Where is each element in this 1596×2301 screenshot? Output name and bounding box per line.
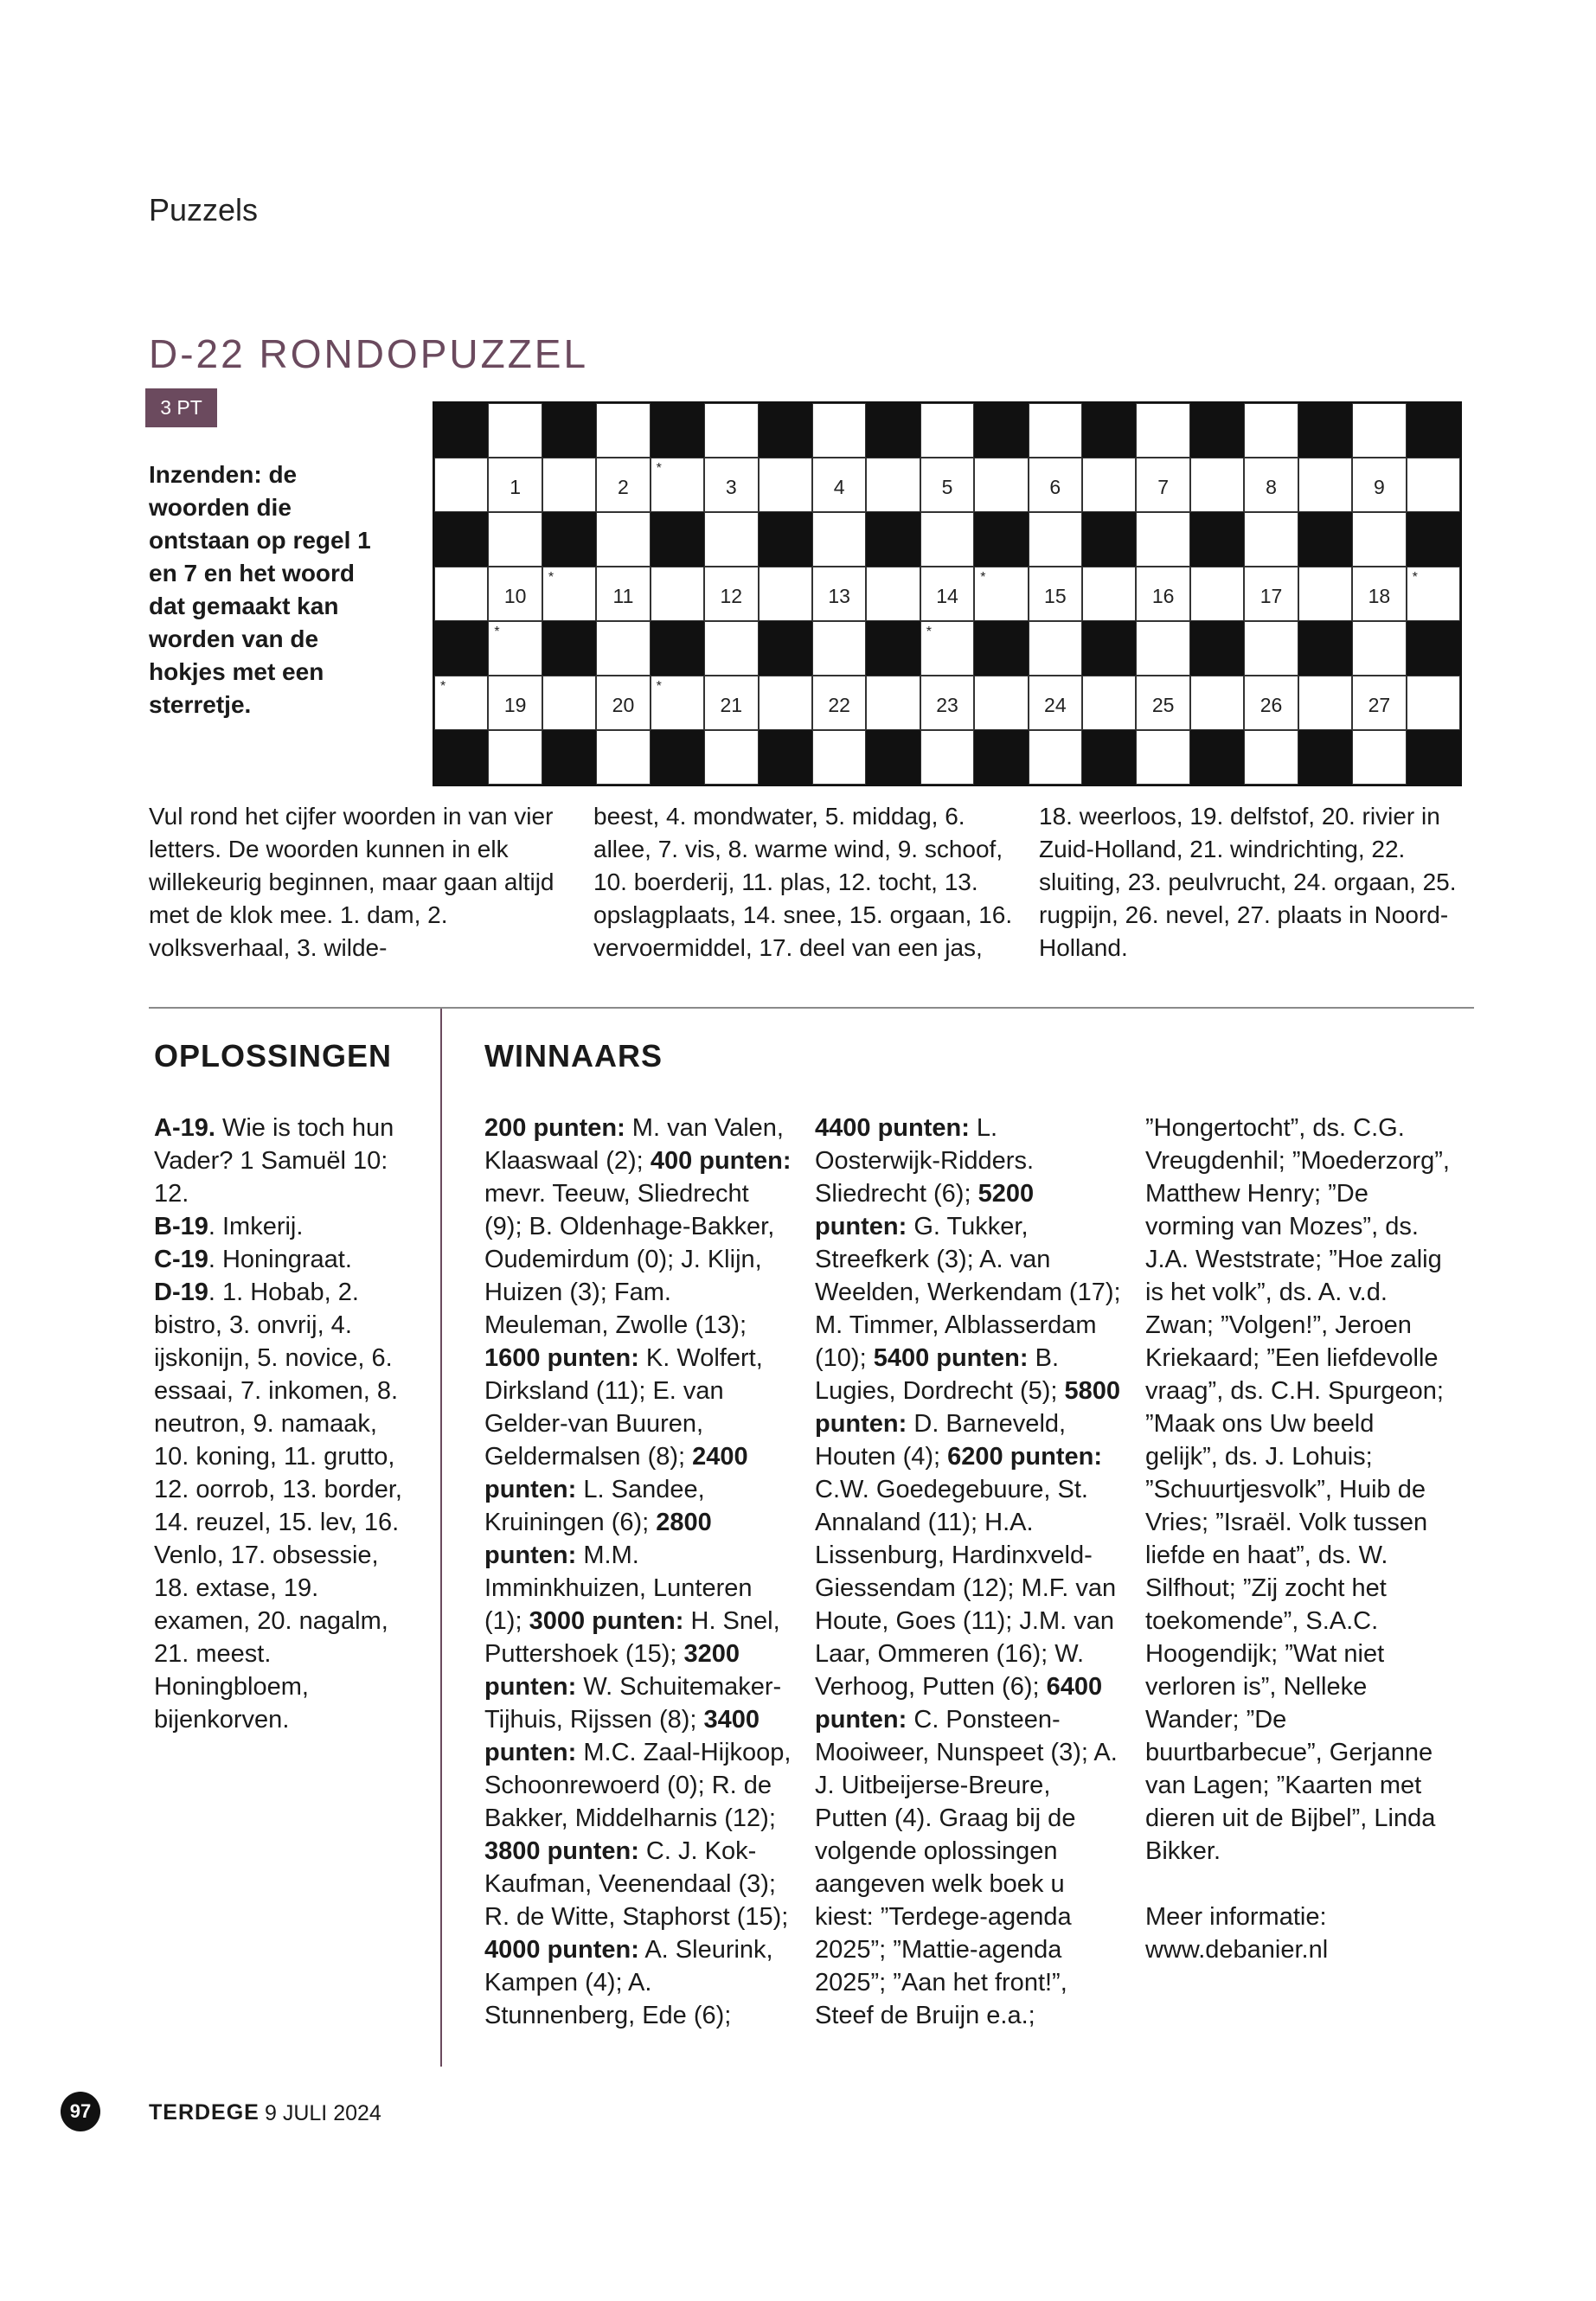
winner-entry-label: 200 punten: xyxy=(484,1114,625,1142)
grid-cell[interactable] xyxy=(1298,676,1352,730)
grid-cell[interactable] xyxy=(920,403,974,458)
grid-cell[interactable] xyxy=(1190,458,1244,512)
clue-number: 13 xyxy=(828,585,850,608)
grid-cell[interactable] xyxy=(920,458,974,512)
grid-cell[interactable] xyxy=(542,676,596,730)
section-label: Puzzels xyxy=(149,192,259,228)
grid-cell xyxy=(651,403,704,458)
footer-brand: TERDEGE xyxy=(149,2100,260,2125)
winner-entry-label: 2800 punten: xyxy=(484,1509,712,1569)
grid-cell[interactable] xyxy=(1352,512,1406,567)
grid-cell[interactable] xyxy=(1407,458,1460,512)
clues-column-2: beest, 4. mondwater, 5. middag, 6. allee, 7. vis, 8. warme wind, 9. schoof, 10. boerderij, 11. plas, 12. tocht, 13. opslagplaats, 14. snee, 15. orgaan, 16. vervoermiddel, 17. deel van een jas, xyxy=(593,803,1013,961)
grid-cell xyxy=(759,730,812,785)
grid-cell[interactable] xyxy=(812,458,866,512)
grid-cell[interactable] xyxy=(1352,621,1406,676)
winner-entry-text: C. J. Kok-Kaufman, Veenendaal (3); R. de Witte, Staphorst (15); xyxy=(484,1837,789,1931)
winner-entry-label: 6200 punten: xyxy=(947,1443,1103,1471)
grid-cell xyxy=(434,730,488,785)
clue-number: 1 xyxy=(510,476,521,499)
grid-cell[interactable] xyxy=(1029,621,1082,676)
solution-item xyxy=(154,1276,418,1736)
clue-number: 8 xyxy=(1266,476,1277,499)
grid-cell[interactable] xyxy=(488,403,542,458)
grid-cell[interactable] xyxy=(974,676,1028,730)
grid-cell xyxy=(542,621,596,676)
winner-entry-text: C. Ponsteen-Mooiweer, Nunspeet (3); A. J. Uitbeijerse-Breure, Putten (4). Graag bij de volgende oplossingen aangeven welk boek u kiest: ”Terdege-agenda 2025”; ”Mattie-agenda 2025”; ”Aan het front!”, Steef de Bruijn e.a.; xyxy=(815,1706,1118,2029)
grid-cell xyxy=(1407,512,1460,567)
grid-cell[interactable] xyxy=(1029,458,1082,512)
clue-number: 22 xyxy=(828,694,850,717)
grid-cell xyxy=(1082,403,1136,458)
grid-cell[interactable] xyxy=(920,512,974,567)
grid-cell[interactable] xyxy=(812,730,866,785)
grid-cell[interactable] xyxy=(596,676,650,730)
clue-number: 5 xyxy=(941,476,953,499)
grid-cell xyxy=(542,403,596,458)
clue-number: 27 xyxy=(1368,694,1391,717)
grid-cell[interactable] xyxy=(651,458,704,512)
grid-cell[interactable] xyxy=(920,676,974,730)
clues-column-3: 18. weerloos, 19. delfstof, 20. rivier in Zuid-Holland, 21. windrichting, 22. sluiting, 23. peulvrucht, 24. orgaan, 25. rugpijn, 26. nevel, 27. plaats in Noord-Holland. xyxy=(1039,803,1457,961)
star-marker-icon: * xyxy=(656,679,662,694)
clue-number: 18 xyxy=(1368,585,1391,608)
clue-number: 10 xyxy=(503,585,527,608)
winner-entry-label: 2400 punten: xyxy=(484,1443,748,1503)
winner-entry-text: mevr. Teeuw, Sliedrecht (9); B. Oldenhage-Bakker, Oudemirdum (0); J. Klijn, Huizen (3); Fam. Meuleman, Zwolle (13); xyxy=(484,1180,775,1339)
grid-cell xyxy=(866,403,920,458)
footer-date: 9 JULI 2024 xyxy=(265,2101,381,2125)
grid-cell xyxy=(1190,621,1244,676)
grid-cell[interactable] xyxy=(704,458,758,512)
solution-label: C-19 xyxy=(154,1246,208,1273)
grid-cell[interactable] xyxy=(704,676,758,730)
grid-cell[interactable] xyxy=(1244,676,1298,730)
grid-cell[interactable] xyxy=(704,567,758,621)
grid-cell[interactable] xyxy=(1082,458,1136,512)
grid-cell xyxy=(1407,730,1460,785)
grid-cell xyxy=(542,512,596,567)
grid-cell[interactable] xyxy=(1407,676,1460,730)
winner-entry-label: 3400 punten: xyxy=(484,1706,760,1766)
winner-entry-text: C.W. Goedegebuure, St. Annaland (11); H.A. Lissenburg, Hardinxveld-Giessendam (12); M.F. van Houte, Goes (11); J.M. van Laar, Ommeren (16); W. Verhoog, Putten (6); xyxy=(815,1476,1117,1701)
grid-cell[interactable] xyxy=(1244,621,1298,676)
grid-cell[interactable] xyxy=(596,730,650,785)
solution-text: . Imkerij. xyxy=(208,1213,304,1240)
winner-entry-text: H. Snel, Puttershoek (15); xyxy=(484,1607,780,1668)
grid-cell[interactable] xyxy=(1407,567,1460,621)
grid-cell[interactable] xyxy=(759,676,812,730)
winner-entry-label: 6400 punten: xyxy=(815,1673,1103,1734)
winner-entry-label: 4400 punten: xyxy=(815,1114,970,1142)
grid-cell[interactable] xyxy=(704,730,758,785)
grid-cell xyxy=(1298,621,1352,676)
solution-item xyxy=(154,1243,418,1276)
grid-cell[interactable] xyxy=(542,567,596,621)
winners-heading: WINNAARS xyxy=(484,1038,663,1074)
grid-cell[interactable] xyxy=(1190,676,1244,730)
book-list: ”Hongertocht”, ds. C.G. Vreugdenhil; ”Moederzorg”, Matthew Henry; ”De vorming van Mozes”, ds. J.A. Weststrate; ”Hoe zalig is het volk”, ds. A. v.d. Zwan; ”Volgen!”, Jeroen Kriekaard; ”Een liefdevolle vraag”, ds. C.H. Spurgeon; ”Maak ons Uw beeld gelijk”, ds. J. Lohuis; ”Schuurtjesvolk”, Huib de Vries; ”Israël. Volk tussen liefde en haat”, ds. W. Silfhout; ”Zij zocht het toekomende”, S.A.C. Hoogendijk; ”Wat niet verloren is”, Nelleke Wander; ”De buurtbarbecue”, Gerjanne van Lagen; ”Kaarten met dieren uit de Bijbel”, Linda Bikker. xyxy=(1145,1114,1450,1865)
grid-cell[interactable] xyxy=(1244,403,1298,458)
grid-cell[interactable] xyxy=(1082,676,1136,730)
winner-entry-label: 5400 punten: xyxy=(873,1344,1029,1372)
grid-cell[interactable] xyxy=(812,676,866,730)
grid-cell xyxy=(434,621,488,676)
grid-cell[interactable] xyxy=(488,676,542,730)
grid-cell xyxy=(974,403,1028,458)
grid-cell[interactable] xyxy=(596,512,650,567)
star-marker-icon: * xyxy=(1412,570,1418,585)
points-badge: 3 PT xyxy=(145,388,217,427)
divider-vertical xyxy=(440,1009,442,2067)
grid-cell xyxy=(866,512,920,567)
grid-cell xyxy=(759,512,812,567)
winner-entry-text: D. Barneveld, Houten (4); xyxy=(815,1410,1067,1471)
winners-column-1 xyxy=(484,1112,792,2032)
star-marker-icon: * xyxy=(980,570,986,585)
grid-cell[interactable] xyxy=(812,567,866,621)
grid-cell[interactable] xyxy=(866,458,920,512)
winner-entry-text: A. Sleurink, Kampen (4); A. Stunnenberg, Ede (6); xyxy=(484,1936,773,2029)
grid-cell[interactable] xyxy=(1029,567,1082,621)
grid-cell[interactable] xyxy=(488,567,542,621)
grid-cell xyxy=(651,730,704,785)
winner-entry-label: 5800 punten: xyxy=(815,1377,1121,1438)
grid-cell[interactable] xyxy=(1029,676,1082,730)
winner-entry-text: K. Wolfert, Dirksland (11); E. van Gelder-van Buuren, Geldermalsen (8); xyxy=(484,1344,763,1471)
winner-entry-label: 3200 punten: xyxy=(484,1640,740,1701)
grid-cell[interactable] xyxy=(974,567,1028,621)
solution-text: . Honingraat. xyxy=(208,1246,352,1273)
grid-cell[interactable] xyxy=(866,567,920,621)
grid-cell xyxy=(1298,512,1352,567)
grid-cell xyxy=(1082,621,1136,676)
clue-number: 11 xyxy=(612,585,634,608)
grid-cell xyxy=(542,730,596,785)
grid-cell[interactable] xyxy=(704,403,758,458)
divider-horizontal xyxy=(149,1007,1474,1009)
grid-cell[interactable] xyxy=(542,458,596,512)
grid-cell[interactable] xyxy=(596,621,650,676)
winner-entry-label: 400 punten: xyxy=(650,1147,792,1175)
grid-cell xyxy=(974,512,1028,567)
solution-text: . 1. Hobab, 2. bistro, 3. onvrij, 4. ijskonijn, 5. novice, 6. essaai, 7. inkomen, 8. neutron, 9. namaak, 10. koning, 11. grutto, 12. oorrob, 13. border, 14. reuzel, 15. lev, 16. Venlo, 17. obsessie, 18. extase, 19. examen, 20. nagalm, 21. meest. Honingbloem, bijenkorven. xyxy=(154,1279,402,1734)
grid-cell[interactable] xyxy=(596,567,650,621)
solutions-heading: OPLOSSINGEN xyxy=(154,1038,393,1074)
winner-entry-text: B. Lugies, Dordrecht (5); xyxy=(815,1344,1065,1405)
grid-cell xyxy=(1190,512,1244,567)
grid-cell[interactable] xyxy=(651,567,704,621)
grid-cell[interactable] xyxy=(759,458,812,512)
clue-number: 4 xyxy=(833,476,845,499)
grid-cell[interactable] xyxy=(434,567,488,621)
clue-number: 14 xyxy=(936,585,958,608)
grid-cell[interactable] xyxy=(488,512,542,567)
grid-cell[interactable] xyxy=(488,621,542,676)
grid-cell xyxy=(866,621,920,676)
clue-number: 26 xyxy=(1259,694,1283,717)
winner-entry-label: 3800 punten: xyxy=(484,1837,639,1865)
clue-number: 19 xyxy=(503,694,527,717)
solution-item xyxy=(154,1112,418,1210)
star-marker-icon: * xyxy=(494,625,500,639)
grid-cell[interactable] xyxy=(1244,730,1298,785)
grid-cell xyxy=(651,512,704,567)
grid-cell[interactable] xyxy=(1136,676,1189,730)
clue-number: 6 xyxy=(1049,476,1061,499)
grid-cell[interactable] xyxy=(1136,730,1189,785)
grid-cell[interactable] xyxy=(1029,730,1082,785)
clue-number: 15 xyxy=(1044,585,1067,608)
star-marker-icon: * xyxy=(440,679,446,694)
clue-number: 24 xyxy=(1044,694,1067,717)
winner-entry-text: M. van Valen, Klaaswaal (2); xyxy=(484,1114,784,1175)
puzzle-instruction: Inzenden: de woorden die ontstaan op regel 1 en 7 en het woord dat gemaakt kan worden van de hokjes met een sterretje. xyxy=(149,461,371,718)
grid-cell xyxy=(1407,403,1460,458)
grid-cell[interactable] xyxy=(866,676,920,730)
grid-cell[interactable] xyxy=(1352,676,1406,730)
star-marker-icon: * xyxy=(656,461,662,476)
grid-cell[interactable] xyxy=(1244,458,1298,512)
grid-cell xyxy=(974,621,1028,676)
clue-number: 12 xyxy=(720,585,743,608)
winners-column-3 xyxy=(1145,1112,1450,1966)
puzzle-grid xyxy=(433,401,1462,786)
winners-column-2 xyxy=(815,1112,1122,2032)
grid-cell[interactable] xyxy=(488,730,542,785)
star-marker-icon: * xyxy=(548,570,554,585)
clue-number: 17 xyxy=(1259,585,1283,608)
clue-number: 23 xyxy=(936,694,958,717)
grid-cell[interactable] xyxy=(920,567,974,621)
grid-cell[interactable] xyxy=(704,621,758,676)
winner-entry-label: 5200 punten: xyxy=(815,1180,1035,1240)
grid-cell[interactable] xyxy=(651,676,704,730)
grid-cell[interactable] xyxy=(596,458,650,512)
grid-cell[interactable] xyxy=(1136,567,1189,621)
solution-label: A-19. xyxy=(154,1114,215,1142)
grid-cell[interactable] xyxy=(1190,567,1244,621)
grid-cell[interactable] xyxy=(1352,567,1406,621)
more-info: Meer informatie: www.debanier.nl xyxy=(1145,1903,1329,1964)
clues-column-1: Vul rond het cijfer woorden in van vier letters. De woorden kunnen in elk willekeurig beginnen, maar gaan altijd met de klok mee. 1. dam, 2. volksverhaal, 3. wilde- xyxy=(149,803,554,961)
grid-cell[interactable] xyxy=(704,512,758,567)
solution-item xyxy=(154,1210,418,1243)
grid-cell[interactable] xyxy=(1244,512,1298,567)
grid-cell[interactable] xyxy=(1244,567,1298,621)
grid-cell[interactable] xyxy=(974,458,1028,512)
winner-entry-label: 4000 punten: xyxy=(484,1936,639,1964)
grid-cell[interactable] xyxy=(920,621,974,676)
solution-text: Wie is toch hun Vader? 1 Samuël 10: 12. xyxy=(154,1114,394,1208)
clue-number: 20 xyxy=(612,694,635,717)
grid-cell[interactable] xyxy=(812,621,866,676)
winner-entry-text: L. Sandee, Kruiningen (6); xyxy=(484,1476,705,1536)
grid-cell[interactable] xyxy=(1136,403,1189,458)
page-number: 97 xyxy=(61,2092,100,2131)
grid-cell[interactable] xyxy=(1298,567,1352,621)
grid-cell[interactable] xyxy=(1352,730,1406,785)
grid-cell[interactable] xyxy=(759,567,812,621)
grid-cell[interactable] xyxy=(1352,458,1406,512)
star-marker-icon: * xyxy=(926,625,933,639)
grid-cell[interactable] xyxy=(434,458,488,512)
grid-cell xyxy=(759,403,812,458)
grid-cell xyxy=(1082,512,1136,567)
grid-cell[interactable] xyxy=(1136,512,1189,567)
grid-cell[interactable] xyxy=(596,403,650,458)
grid-cell xyxy=(434,403,488,458)
grid-cell xyxy=(434,512,488,567)
grid-cell[interactable] xyxy=(434,676,488,730)
winner-entry-label: 1600 punten: xyxy=(484,1344,639,1372)
grid-cell[interactable] xyxy=(1136,458,1189,512)
winner-entry-text: M.C. Zaal-Hijkoop, Schoonrewoerd (0); R. de Bakker, Middelharnis (12); xyxy=(484,1739,792,1832)
grid-cell[interactable] xyxy=(920,730,974,785)
clue-number: 9 xyxy=(1373,476,1385,499)
winner-entry-label: 3000 punten: xyxy=(529,1607,684,1635)
grid-cell xyxy=(1298,730,1352,785)
solutions-list xyxy=(154,1112,418,1736)
clue-number: 25 xyxy=(1151,694,1175,717)
clue-number: 2 xyxy=(618,476,629,499)
grid-cell xyxy=(1298,403,1352,458)
grid-cell[interactable] xyxy=(488,458,542,512)
grid-cell xyxy=(1190,403,1244,458)
grid-cell[interactable] xyxy=(1136,621,1189,676)
grid-cell xyxy=(1407,621,1460,676)
grid-cell xyxy=(759,621,812,676)
grid-cell[interactable] xyxy=(1029,403,1082,458)
grid-cell xyxy=(866,730,920,785)
grid-cell[interactable] xyxy=(1298,458,1352,512)
puzzle-title: D-22 RONDOPUZZEL xyxy=(149,331,589,376)
grid-cell xyxy=(1190,730,1244,785)
grid-cell[interactable] xyxy=(1082,567,1136,621)
winner-entry-text: L. Oosterwijk-Ridders. Sliedrecht (6); xyxy=(815,1114,1034,1208)
grid-cell xyxy=(651,621,704,676)
winner-entry-text: G. Tukker, Streefkerk (3); A. van Weelden, Werkendam (17); M. Timmer, Alblasserdam (10); xyxy=(815,1213,1121,1372)
solution-label: D-19 xyxy=(154,1279,208,1306)
grid-cell[interactable] xyxy=(812,403,866,458)
clue-number: 7 xyxy=(1157,476,1170,499)
solution-label: B-19 xyxy=(154,1213,208,1240)
grid-cell[interactable] xyxy=(812,512,866,567)
clue-number: 3 xyxy=(725,476,737,499)
grid-cell[interactable] xyxy=(1352,403,1406,458)
winner-entry-text: M.M. Imminkhuizen, Lunteren (1); xyxy=(484,1541,753,1635)
winner-entry-text: W. Schuitemaker-Tijhuis, Rijssen (8); xyxy=(484,1673,782,1734)
grid-cell xyxy=(1082,730,1136,785)
grid-cell xyxy=(974,730,1028,785)
clue-number: 16 xyxy=(1151,585,1175,608)
clue-number: 21 xyxy=(720,694,743,717)
grid-cell[interactable] xyxy=(1029,512,1082,567)
